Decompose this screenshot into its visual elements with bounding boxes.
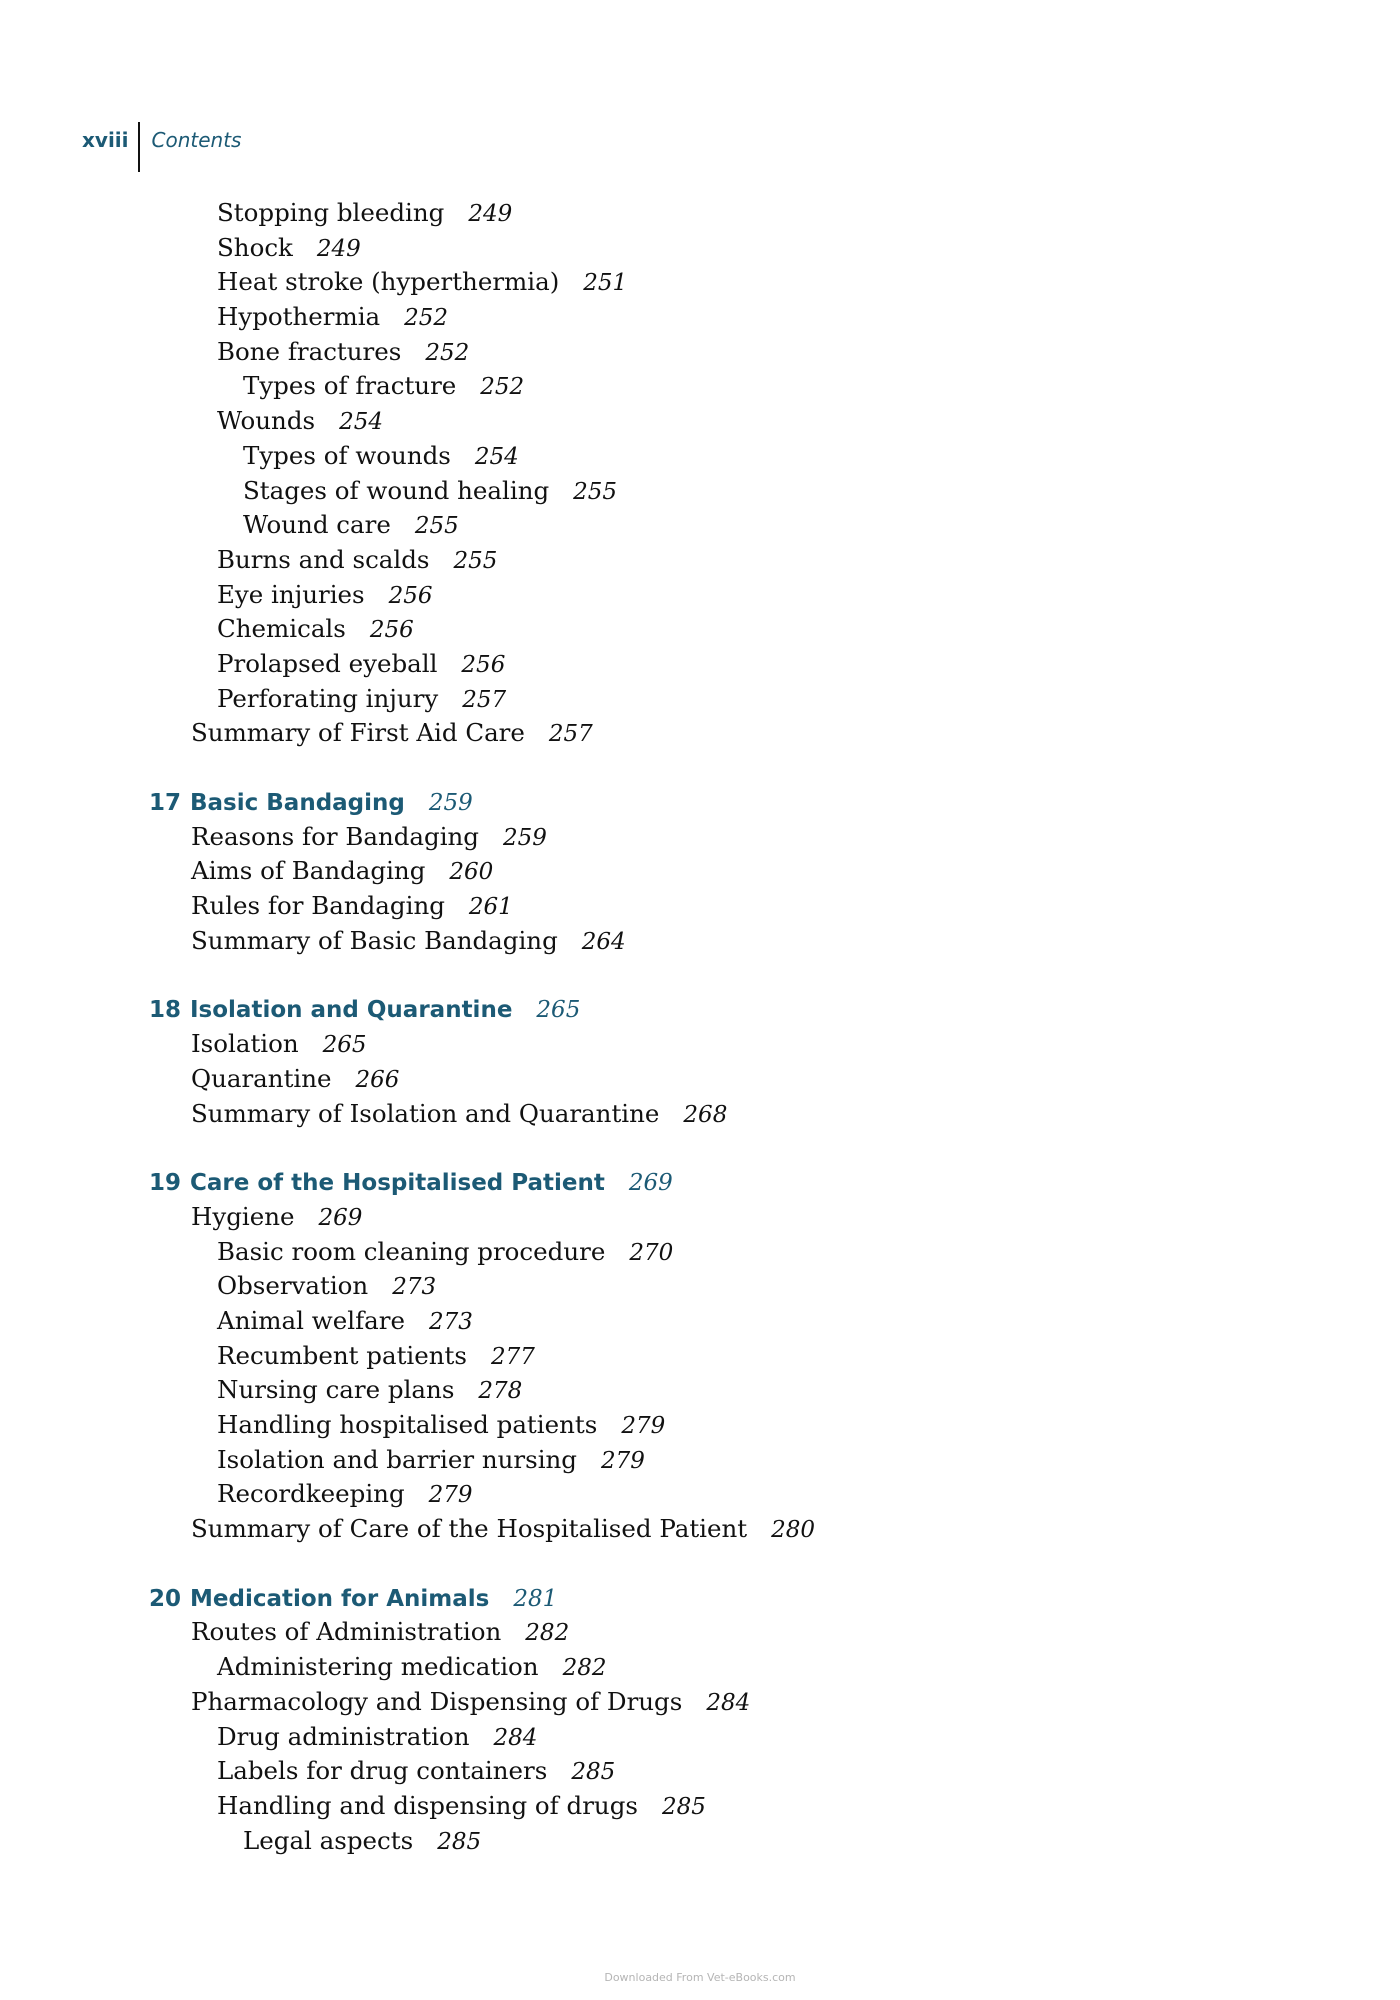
toc-entry[interactable] (0, 265, 1400, 300)
toc-entry[interactable] (0, 1685, 1400, 1720)
page-reference: 273 (392, 1274, 437, 1301)
entry-title: Recordkeeping (217, 1479, 405, 1509)
entry-title: Types of fracture (243, 371, 457, 401)
page-reference: 273 (428, 1308, 473, 1335)
entry-title: Hygiene (191, 1201, 295, 1231)
entry-title: Routes of Administration (191, 1617, 502, 1647)
page-reference: 252 (480, 374, 525, 401)
toc-entry[interactable] (0, 196, 1400, 231)
toc-entry[interactable] (0, 889, 1400, 924)
page-reference: 269 (318, 1204, 363, 1231)
page-reference: 259 (503, 824, 547, 851)
page-reference: 254 (474, 443, 519, 470)
entry-title: Chemicals (217, 614, 346, 644)
entry-title: Labels for drug containers (217, 1756, 548, 1786)
entry-title: Nursing care plans (217, 1375, 455, 1405)
toc-chapter[interactable] (0, 1165, 1400, 1200)
page-reference: 270 (629, 1239, 674, 1266)
toc-entry[interactable] (0, 1512, 1400, 1547)
chapter-number: 20 (149, 1585, 182, 1612)
chapter-number: 17 (149, 790, 182, 816)
toc-entry[interactable] (0, 1062, 1400, 1097)
chapter-spacer (0, 958, 1400, 992)
toc-chapter[interactable] (0, 1581, 1400, 1616)
toc-entry[interactable] (0, 820, 1400, 855)
toc-entry[interactable] (0, 1269, 1400, 1304)
toc-entry[interactable] (0, 369, 1400, 404)
page-reference: 252 (425, 339, 470, 366)
page-reference: 282 (525, 1620, 570, 1647)
toc-entry[interactable] (0, 924, 1400, 959)
entry-title: Heat stroke (hyperthermia) (217, 267, 560, 297)
entry-title: Recumbent patients (217, 1340, 467, 1370)
toc-entry[interactable] (0, 1824, 1400, 1859)
toc-entry[interactable] (0, 854, 1400, 889)
entry-title: Summary of Isolation and Quarantine (191, 1098, 660, 1128)
page-reference: 252 (404, 305, 449, 332)
page-reference: 255 (573, 478, 618, 505)
entry-title: Prolapsed eyeball (217, 648, 438, 678)
entry-title: Handling and dispensing of drugs (217, 1790, 638, 1820)
page-reference: 279 (621, 1413, 666, 1439)
page-reference: 249 (316, 235, 361, 262)
page-reference: 256 (388, 582, 433, 609)
page-reference: 251 (583, 270, 628, 297)
download-footer: Downloaded From Vet-eBooks.com (604, 1971, 796, 1984)
chapter-spacer (0, 1547, 1400, 1581)
chapter-title: Basic Bandaging (190, 790, 405, 816)
page-reference: 282 (562, 1655, 607, 1682)
page-reference: 278 (478, 1378, 523, 1405)
entry-title: Types of wounds (243, 440, 451, 470)
toc-entry[interactable] (0, 1339, 1400, 1374)
page-reference: 285 (661, 1793, 706, 1820)
entry-title: Pharmacology and Dispensing of Drugs (191, 1686, 683, 1716)
toc-entry[interactable] (0, 1027, 1400, 1062)
chapter-title: Isolation and Quarantine (190, 997, 513, 1024)
toc-entry[interactable] (0, 612, 1400, 647)
chapter-number: 19 (149, 1170, 182, 1197)
toc-entry[interactable] (0, 1615, 1400, 1650)
page-reference: 281 (513, 1585, 558, 1612)
entry-title: Animal welfare (217, 1305, 405, 1335)
entry-title: Isolation and barrier nursing (217, 1444, 577, 1474)
running-head-title: Contents (151, 128, 242, 152)
toc-entry[interactable] (0, 1408, 1400, 1443)
entry-title: Summary of First Aid Care (191, 718, 525, 748)
page-reference: 256 (369, 617, 414, 644)
running-head (82, 122, 241, 172)
entry-title: Quarantine (191, 1063, 332, 1093)
entry-title: Wound care (243, 510, 391, 540)
page-reference: 260 (449, 859, 494, 886)
page-reference: 279 (428, 1482, 473, 1509)
chapter-title: Care of the Hospitalised Patient (190, 1170, 605, 1197)
page-reference: 265 (536, 997, 581, 1024)
toc-entry[interactable] (0, 1650, 1400, 1685)
toc-entry[interactable] (0, 439, 1400, 474)
chapter-spacer (0, 751, 1400, 785)
toc-entry[interactable] (0, 1720, 1400, 1755)
page-reference: 285 (571, 1759, 616, 1786)
page-reference: 261 (468, 894, 513, 921)
toc-entry[interactable] (0, 335, 1400, 370)
toc-entry[interactable] (0, 1200, 1400, 1235)
entry-title: Burns and scalds (217, 544, 430, 574)
entry-title: Aims of Bandaging (191, 856, 426, 886)
page-reference: 285 (437, 1828, 482, 1855)
page-reference: 249 (468, 201, 513, 227)
toc-entry[interactable] (0, 647, 1400, 682)
chapter-title: Medication for Animals (190, 1585, 490, 1612)
page-reference: 280 (771, 1517, 816, 1544)
entry-title: Observation (217, 1271, 369, 1301)
entry-title: Legal aspects (243, 1825, 414, 1855)
toc-entry[interactable] (0, 300, 1400, 335)
entry-title: Hypothermia (217, 302, 381, 332)
entry-title: Stopping bleeding (217, 198, 445, 227)
page-reference: 284 (706, 1689, 751, 1716)
chapter-number: 18 (149, 997, 182, 1024)
toc-entry[interactable] (0, 404, 1400, 439)
page-reference: 284 (493, 1724, 538, 1751)
entry-title: Isolation (191, 1029, 299, 1059)
page-reference: 265 (322, 1032, 367, 1059)
toc-chapter[interactable] (0, 785, 1400, 820)
toc-entry[interactable] (0, 682, 1400, 717)
page-reference: 277 (490, 1343, 535, 1370)
entry-title: Eye injuries (217, 579, 365, 609)
toc-entry[interactable] (0, 578, 1400, 613)
entry-title: Wounds (217, 406, 316, 436)
toc-entry[interactable] (0, 1235, 1400, 1270)
entry-title: Summary of Care of the Hospitalised Patient (191, 1514, 748, 1544)
toc-entry[interactable] (0, 1304, 1400, 1339)
entry-title: Perforating injury (217, 683, 439, 713)
entry-title: Shock (217, 232, 293, 262)
page-reference: 279 (601, 1447, 645, 1474)
entry-title: Drug administration (217, 1721, 470, 1751)
entry-title: Stages of wound healing (243, 475, 550, 505)
entry-title: Summary of Basic Bandaging (191, 925, 558, 955)
page-reference: 264 (581, 928, 626, 955)
table-of-contents (0, 196, 1400, 1858)
entry-title: Handling hospitalised patients (217, 1410, 598, 1439)
page-reference: 268 (683, 1101, 728, 1128)
entry-title: Administering medication (217, 1652, 539, 1682)
chapter-spacer (0, 1131, 1400, 1165)
page-reference: 257 (548, 721, 593, 748)
page-reference: 256 (461, 651, 506, 678)
entry-title: Rules for Bandaging (191, 891, 445, 921)
entry-title: Reasons for Bandaging (191, 821, 479, 851)
toc-entry[interactable] (0, 1754, 1400, 1789)
toc-entry[interactable] (0, 543, 1400, 578)
page-reference: 254 (339, 409, 383, 436)
page-reference: 266 (355, 1066, 400, 1093)
toc-entry[interactable] (0, 1097, 1400, 1132)
toc-entry[interactable] (0, 1477, 1400, 1512)
toc-entry[interactable] (0, 474, 1400, 509)
toc-entry[interactable] (0, 716, 1400, 751)
page-reference: 257 (462, 686, 507, 713)
page-reference: 269 (628, 1170, 673, 1197)
entry-title: Basic room cleaning procedure (217, 1236, 606, 1266)
toc-entry[interactable] (0, 1789, 1400, 1824)
toc-entry[interactable] (0, 231, 1400, 266)
page-reference: 255 (453, 547, 498, 574)
toc-chapter[interactable] (0, 992, 1400, 1027)
toc-entry[interactable] (0, 1373, 1400, 1408)
toc-entry[interactable] (0, 1443, 1400, 1478)
page-reference: 255 (414, 513, 459, 540)
page-number: xviii (82, 122, 140, 172)
toc-entry[interactable] (0, 508, 1400, 543)
entry-title: Bone fractures (217, 336, 402, 366)
page-reference: 259 (428, 790, 473, 816)
